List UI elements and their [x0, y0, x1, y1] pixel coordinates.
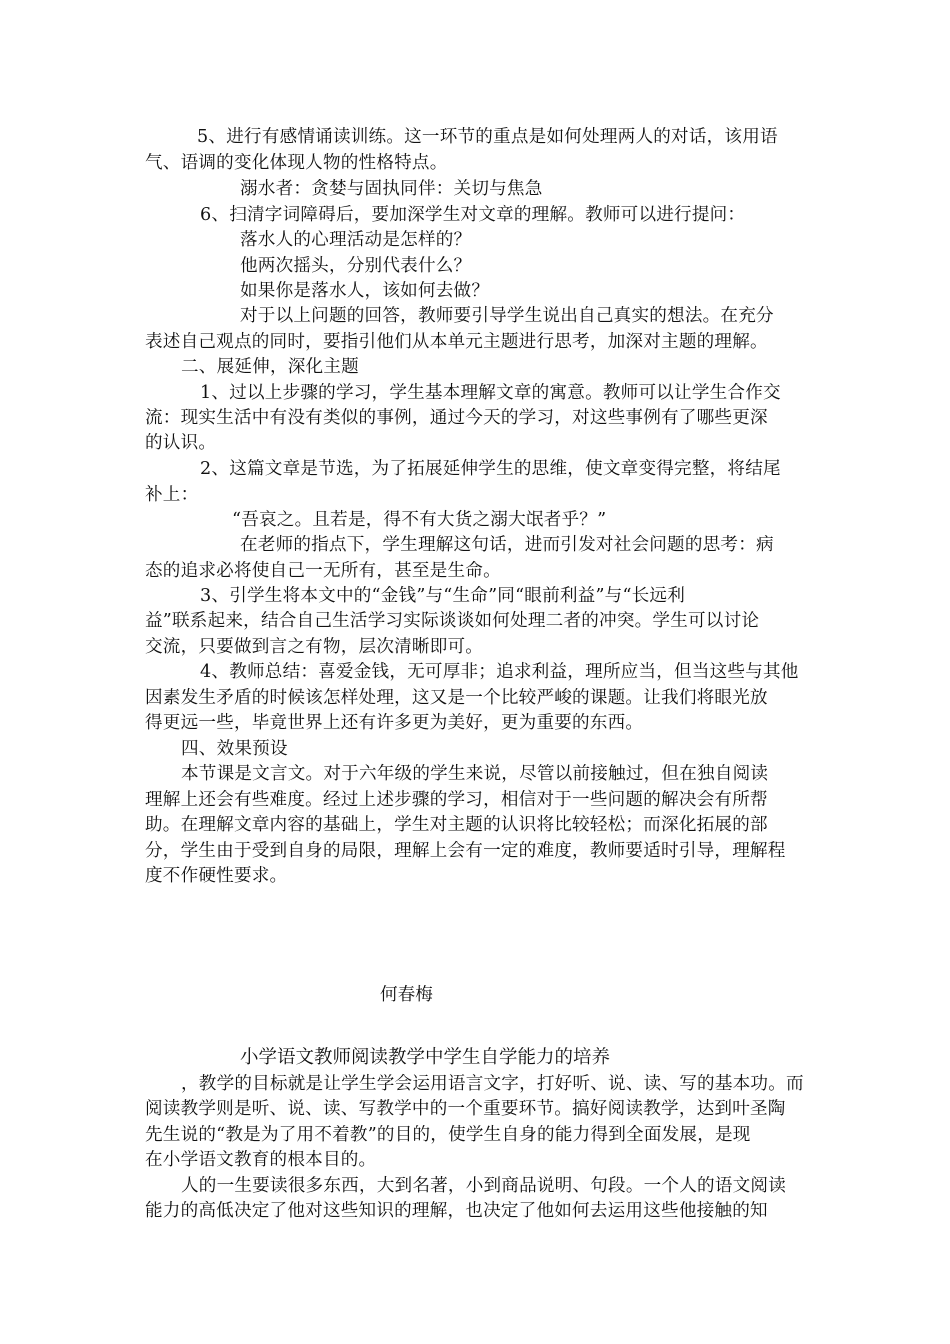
paragraph-line: 补上： [145, 485, 199, 505]
paragraph-line: 因素发生矛盾的时候该怎样处理，这又是一个比较严峻的课题。让我们将眼光放 [145, 688, 768, 708]
paragraph-line: 表述自己观点的同时，要指引他们从本单元主题进行思考，加深对主题的理解。 [145, 332, 768, 352]
paragraph-line: 能力的高低决定了他对这些知识的理解，也决定了他如何去运用这些他接触的知 [145, 1201, 768, 1221]
paragraph-line: 理解上还会有些难度。经过上述步骤的学习，相信对于一些问题的解决会有所帮 [145, 790, 768, 810]
paragraph-line: 得更远一些，毕竟世界上还有许多更为美好，更为重要的东西。 [145, 713, 644, 733]
section-heading: 四、效果预设 [181, 739, 288, 759]
author-name: 何春梅 [380, 985, 433, 1005]
paragraph-line: 先生说的“教是为了用不着教”的目的，使学生自身的能力得到全面发展，是现 [145, 1125, 751, 1145]
paragraph-line: 在小学语文教育的根本目的。 [145, 1150, 377, 1170]
paragraph-line: 本节课是文言文。对于六年级的学生来说，尽管以前接触过，但在独自阅读 [181, 764, 769, 784]
paragraph-line: 交流，只要做到言之有物，层次清晰即可。 [145, 637, 484, 657]
paragraph-line: 阅读教学则是听、说、读、写教学中的一个重要环节。搞好阅读教学，达到叶圣陶 [145, 1099, 786, 1119]
quote-line: “吾哀之。且若是，得不有大货之溺大氓者乎？” [232, 510, 607, 530]
paragraph-line: 溺水者：贪婪与固执同伴：关切与焦急 [240, 179, 543, 199]
paragraph-line: 6、扫清字词障碍后，要加深学生对文章的理解。教师可以进行提问： [200, 205, 746, 225]
paragraph-line: 流：现实生活中有没有类似的事例，通过今天的学习，对这些事例有了哪些更深 [145, 408, 768, 428]
article-title: 小学语文教师阅读教学中学生自学能力的培养 [240, 1047, 611, 1068]
paragraph-line: 益”联系起来，结合自己生活学习实际谈谈如何处理二者的冲突。学生可以讨论 [145, 611, 760, 631]
question-line: 他两次摇头，分别代表什么？ [240, 256, 472, 276]
section-heading: 二、展延伸，深化主题 [181, 357, 359, 377]
paragraph-line: ，教学的目标就是让学生学会运用语言文字，打好听、说、读、写的基本功。而 [181, 1074, 804, 1094]
paragraph-line: 气、语调的变化体现人物的性格特点。 [145, 153, 448, 173]
paragraph-line: 对于以上问题的回答，教师要引导学生说出自己真实的想法。在充分 [240, 306, 774, 326]
question-line: 如果你是落水人，该如何去做？ [240, 281, 490, 301]
paragraph-line: 5、进行有感情诵读训练。这一环节的重点是如何处理两人的对话，该用语 [197, 127, 778, 147]
paragraph-line: 助。在理解文章内容的基础上，学生对主题的认识将比较轻松；而深化拓展的部 [145, 815, 768, 835]
paragraph-line: 2、这篇文章是节选，为了拓展延伸学生的思维，使文章变得完整，将结尾 [200, 459, 781, 479]
paragraph-line: 1、过以上步骤的学习，学生基本理解文章的寓意。教师可以让学生合作交 [200, 383, 781, 403]
paragraph-line: 度不作硬性要求。 [145, 866, 288, 886]
paragraph-line: 在老师的指点下，学生理解这句话，进而引发对社会问题的思考：病 [240, 535, 774, 555]
question-line: 落水人的心理活动是怎样的？ [240, 230, 472, 250]
paragraph-line: 人的一生要读很多东西，大到名著，小到商品说明、句段。一个人的语文阅读 [181, 1176, 786, 1196]
paragraph-line: 3、引学生将本文中的“金钱”与“生命”同“眼前利益”与“长远利 [200, 586, 686, 606]
paragraph-line: 态的追求必将使自己一无所有，甚至是生命。 [145, 561, 501, 581]
paragraph-line: 的认识。 [145, 433, 217, 453]
paragraph-line: 分，学生由于受到自身的局限，理解上会有一定的难度，教师要适时引导，理解程 [145, 841, 786, 861]
paragraph-line: 4、教师总结：喜爱金钱，无可厚非；追求利益，理所应当，但当这些与其他 [200, 662, 799, 682]
